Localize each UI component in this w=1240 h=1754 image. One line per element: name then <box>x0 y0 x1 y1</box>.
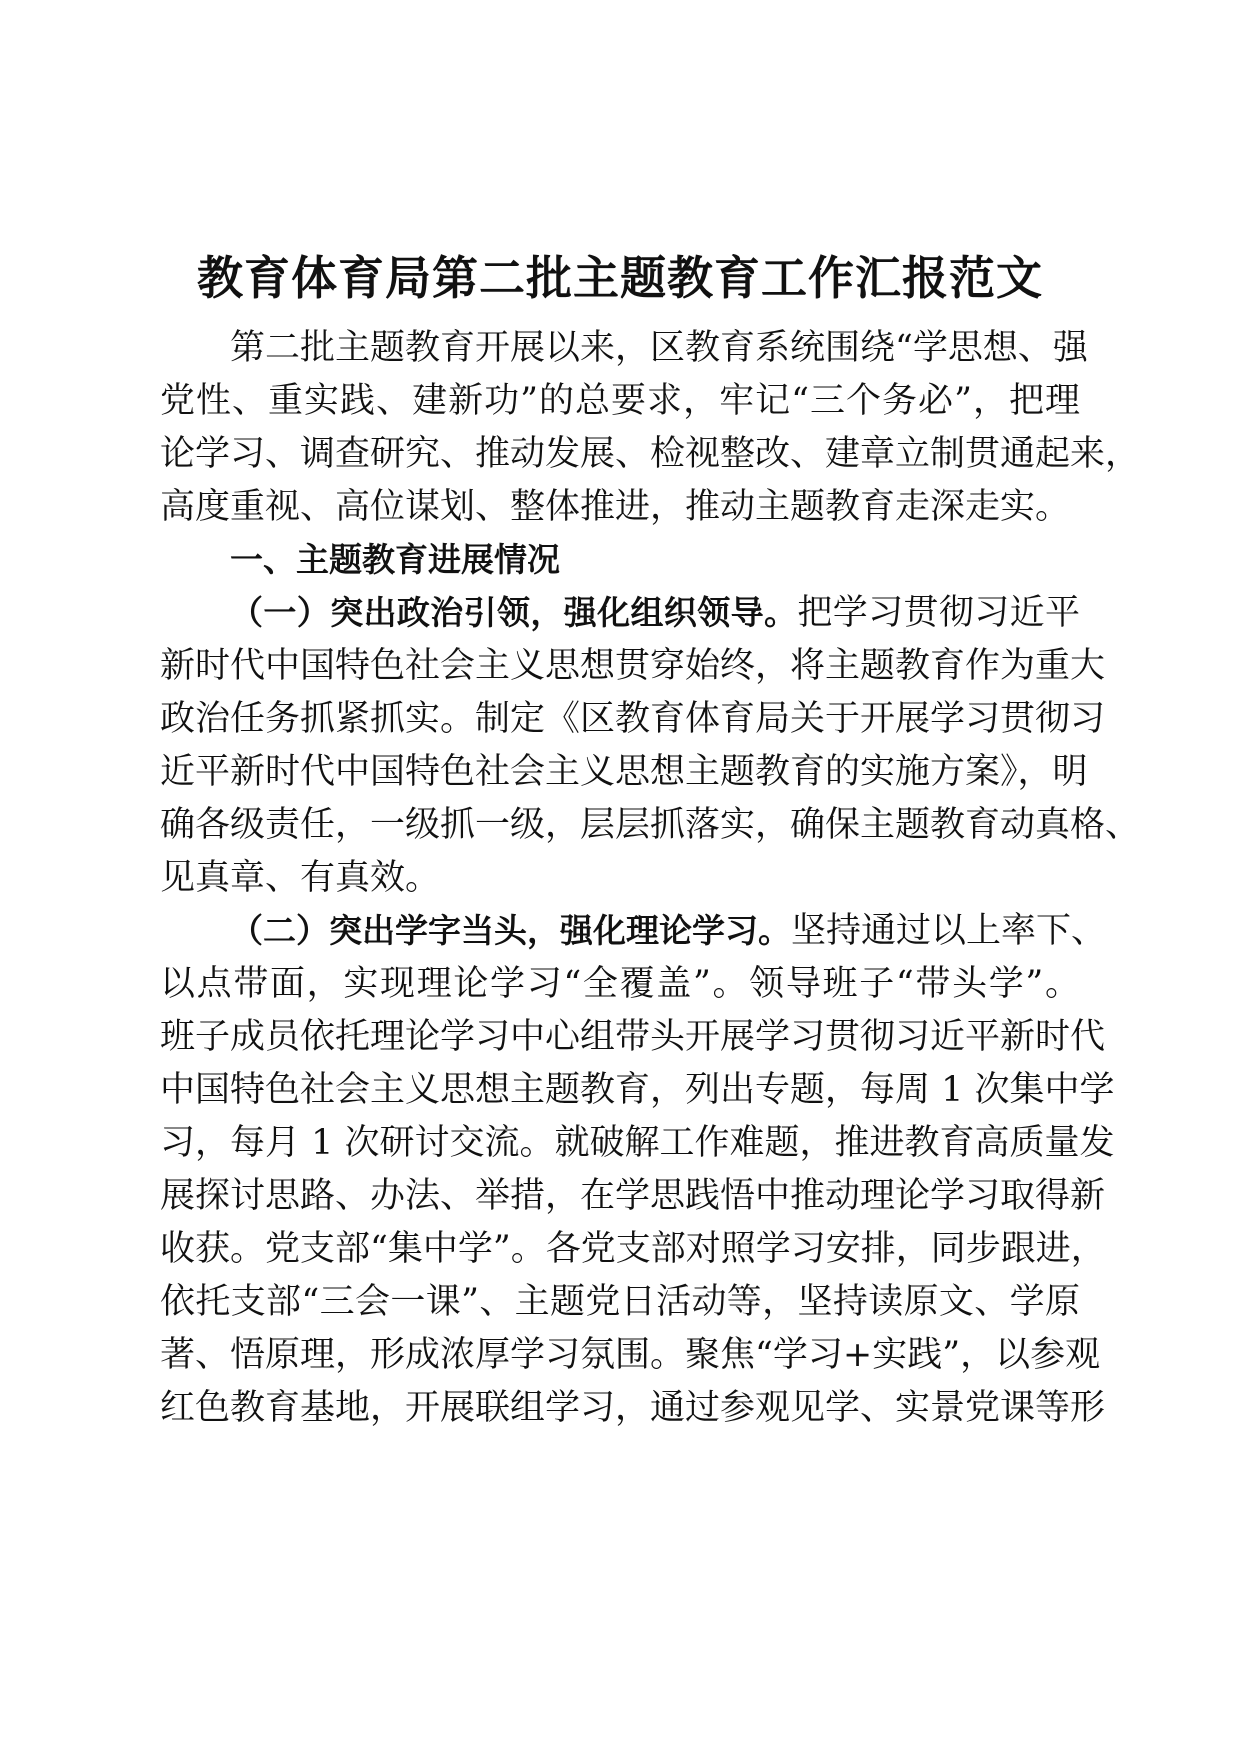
subsection-2-line-10: 红色教育基地，开展联组学习，通过参观见学、实景党课等形 <box>160 1388 1106 1428</box>
subsection-1-line-6: 见真章、有真效。 <box>160 858 441 898</box>
subsection-2-line-7: 收获。党支部“集中学”。各党支部对照学习安排，同步跟进， <box>160 1229 1106 1269</box>
subsection-1-heading: （一）突出政治引领，强化组织领导。 <box>230 593 798 632</box>
document-title: 教育体育局第二批主题教育工作汇报范文 <box>197 251 1043 305</box>
subsection-1-line-5: 确各级责任，一级抓一级，层层抓落实，确保主题教育动真格、 <box>160 805 1141 845</box>
paragraph-1-line-1: 第二批主题教育开展以来，区教育系统围绕“学思想、强 <box>230 328 1088 368</box>
subsection-2-line-1-text: 坚持通过以上率下、 <box>791 911 1107 951</box>
section-1-heading: 一、主题教育进展情况 <box>230 540 560 579</box>
subsection-2-line-6: 展探讨思路、办法、举措，在学思践悟中推动理论学习取得新 <box>160 1176 1106 1216</box>
subsection-1-line-4: 近平新时代中国特色社会主义思想主题教育的实施方案》，明 <box>160 752 1088 792</box>
paragraph-1-line-3: 论学习、调查研究、推动发展、检视整改、建章立制贯通起来， <box>160 434 1141 474</box>
paragraph-1-line-4: 高度重视、高位谋划、整体推进，推动主题教育走深走实。 <box>160 487 1071 527</box>
subsection-2-line-4: 中国特色社会主义思想主题教育，列出专题，每周 1 次集中学 <box>160 1070 1115 1110</box>
subsection-2-line-5: 习，每月 1 次研讨交流。就破解工作难题，推进教育高质量发 <box>160 1123 1115 1163</box>
subsection-2-line-3: 班子成员依托理论学习中心组带头开展学习贯彻习近平新时代 <box>160 1017 1106 1057</box>
subsection-1-line-1 <box>230 583 1080 643</box>
paragraph-1-line-2: 党性、重实践、建新功”的总要求，牢记“三个务必”，把理 <box>160 381 1080 421</box>
subsection-1-line-1-text: 把学习贯彻习近平 <box>797 593 1080 633</box>
subsection-1-line-2: 新时代中国特色社会主义思想贯穿始终，将主题教育作为重大 <box>160 646 1106 686</box>
subsection-2-line-1 <box>230 901 1107 961</box>
subsection-2-line-2: 以点带面，实现理论学习“全覆盖”。领导班子“带头学”。 <box>160 964 1080 1004</box>
subsection-2-heading: （二）突出学字当头，强化理论学习。 <box>230 911 791 950</box>
subsection-2-line-8: 依托支部“三会一课”、主题党日活动等，坚持读原文、学原 <box>160 1282 1080 1322</box>
subsection-1-line-3: 政治任务抓紧抓实。制定《区教育体育局关于开展学习贯彻习 <box>160 699 1106 739</box>
subsection-2-line-9: 著、悟原理，形成浓厚学习氛围。聚焦“学习+实践”，以参观 <box>160 1335 1101 1375</box>
